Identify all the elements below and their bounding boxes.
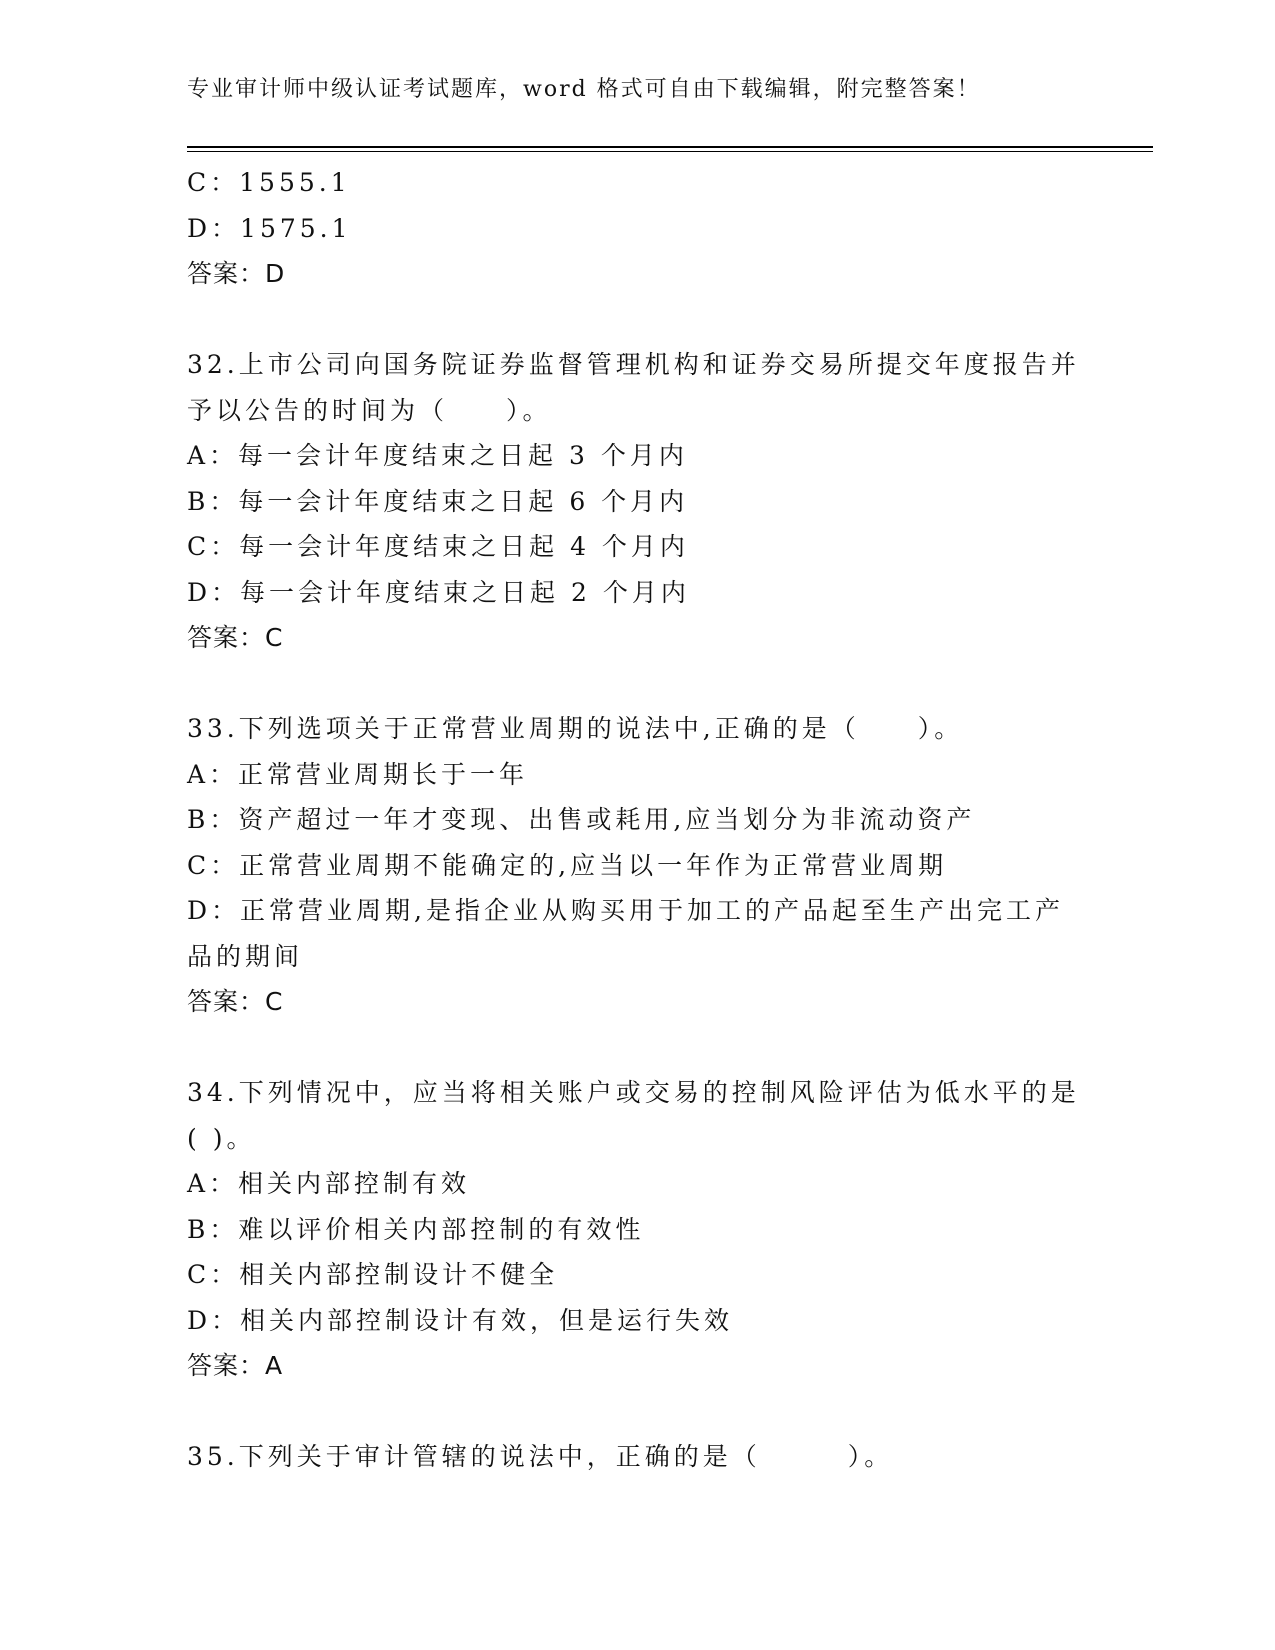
option-line: C：每一会计年度结束之日起 4 个月内 [187,532,689,561]
page-header: 专业审计师中级认证考试题库，word 格式可自由下载编辑，附完整答案！ [187,77,981,102]
option-line: C：1555.1 [187,168,351,197]
answer-line: 答案：C [187,987,284,1016]
answer-line: 答案：A [187,1351,284,1380]
option-line: B：资产超过一年才变现、出售或耗用,应当划分为非流动资产 [187,805,976,834]
question-stem: 32.上市公司向国务院证券监督管理机构和证券交易所提交年度报告并 [187,350,1080,379]
option-line: A：每一会计年度结束之日起 3 个月内 [187,441,688,470]
option-line: B：每一会计年度结束之日起 6 个月内 [187,486,689,516]
question-stem: 35.下列关于审计管辖的说法中，正确的是（ ）。 [187,1442,894,1471]
question-stem: 33.下列选项关于正常营业周期的说法中,正确的是（ ）。 [187,714,964,743]
option-line: C：相关内部控制设计不健全 [187,1260,559,1289]
spacer [187,1025,1087,1071]
question-stem: 34.下列情况中，应当将相关账户或交易的控制风险评估为低水平的是 [187,1078,1080,1107]
option-line: D：正常营业周期,是指企业从购买用于加工的产品起至生产出完工产 [187,896,1064,925]
option-line: A：相关内部控制有效 [187,1169,471,1198]
option-line: C：正常营业周期不能确定的,应当以一年作为正常营业周期 [187,850,948,880]
question-stem: ( )。 [187,1123,256,1153]
spacer [187,297,1087,343]
answer-line: 答案：C [187,623,284,652]
option-line: D：1575.1 [187,213,352,243]
question-stem: 予以公告的时间为（ ）。 [187,395,552,425]
question-content [187,160,1087,1480]
option-line: D：每一会计年度结束之日起 2 个月内 [187,577,690,607]
option-line: 品的期间 [187,941,304,971]
option-line: A：正常营业周期长于一年 [187,759,529,789]
spacer [187,661,1087,707]
answer-line: 答案：D [187,259,286,288]
option-line: D：相关内部控制设计有效，但是运行失效 [187,1305,734,1335]
header-rule [187,146,1153,152]
option-line: B：难以评价相关内部控制的有效性 [187,1214,645,1244]
spacer [187,1389,1087,1435]
